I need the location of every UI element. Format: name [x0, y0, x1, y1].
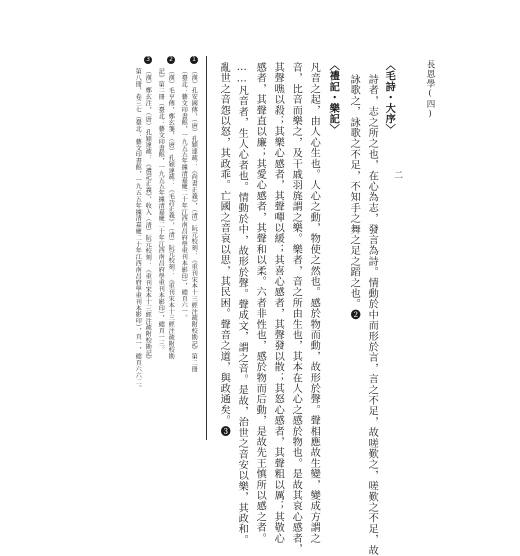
section-line: 詩者，志之所之也，在心為志，發言為詩。情動於中而形於言，言之不足，故嗟歎之，嗟歎之不足，故	[366, 74, 378, 556]
section-line: 凡音之起，由人心生也。人心之動，物使之然也。感於物而動，故形於聲。聲相應故生變，變成方謂之	[308, 62, 320, 544]
footnote-marker-1: 1	[190, 56, 198, 64]
footnote-marker-3: 3	[144, 56, 152, 64]
section-heading-mao-shi: 〈毛詩・大序〉	[383, 60, 396, 135]
page-number: 二	[394, 171, 404, 181]
footnote-marker-2: 2	[167, 56, 175, 64]
section-heading-yue-ji: 〈禮記・樂記〉	[327, 60, 340, 135]
footnote-line: （漢）毛亨傳，鄭玄箋，（唐）孔穎達疏：《毛詩正義》，（清）阮元校刻：《重刊宋本十三經注疏附校勘	[167, 68, 175, 360]
footnote-line: （漢）孔安國傳，（唐）孔穎達疏：《尚書正義》，（清）阮元校刻：《重刊宋本十三經注疏附校勘記》第二冊	[190, 68, 198, 373]
footnote-line: （漢）鄭玄注，（唐）孔穎達疏：《禮記正義》，收入（清）阮元校刻：《重刊宋本十三經注疏附校勘記》	[144, 68, 152, 363]
footnote-line: （臺北：藝文印書館，一九五五年據清嘉慶二十年江西南昌府學重刊本影印），總頁六一。	[180, 68, 188, 321]
section-line: 詠歌之，詠歌之不足，不知手之舞之足之蹈之也。❷	[348, 74, 360, 321]
footnote-line: 第八冊，卷三七（臺北：藝文印書館，一九五五年據清嘉慶二十年江西南昌府學重刊本影印），頁一，總頁六六二。	[134, 68, 142, 392]
footnote-line: 記》第二冊（臺北：藝文印書館，一九五五年據清嘉慶二十年江西南昌府學重刊本影印），總頁一三。	[157, 68, 165, 353]
section-line: ……凡音者，生人心者也。情動於中，故形於聲。聲成文，謂之音。是故，治世之音安以樂，其政和。	[236, 62, 248, 546]
running-head: 長恩學(四)	[425, 60, 435, 120]
footnote-separator	[206, 56, 207, 440]
section-line: 其聲噍以殺；其樂心感者，其聲嘽以緩；其喜心感者，其聲發以散；其怒心感者，其聲粗以厲；其敬心	[272, 62, 284, 544]
section-line: 音，比音而樂之，及干戚羽旄謂之樂。樂者，音之所由生也，其本在人心之感於物也。是故其哀心感者，	[290, 62, 302, 555]
section-line: 感者，其聲直以廉；其愛心感者，其聲和以柔。六者非性也，感於物而后動，是故先王慎所以感之者。	[254, 62, 266, 544]
section-line: 亂世之音怨以怒，其政乖。亡國之音哀以思，其民困。聲音之道，與政通矣。❸	[218, 62, 230, 437]
